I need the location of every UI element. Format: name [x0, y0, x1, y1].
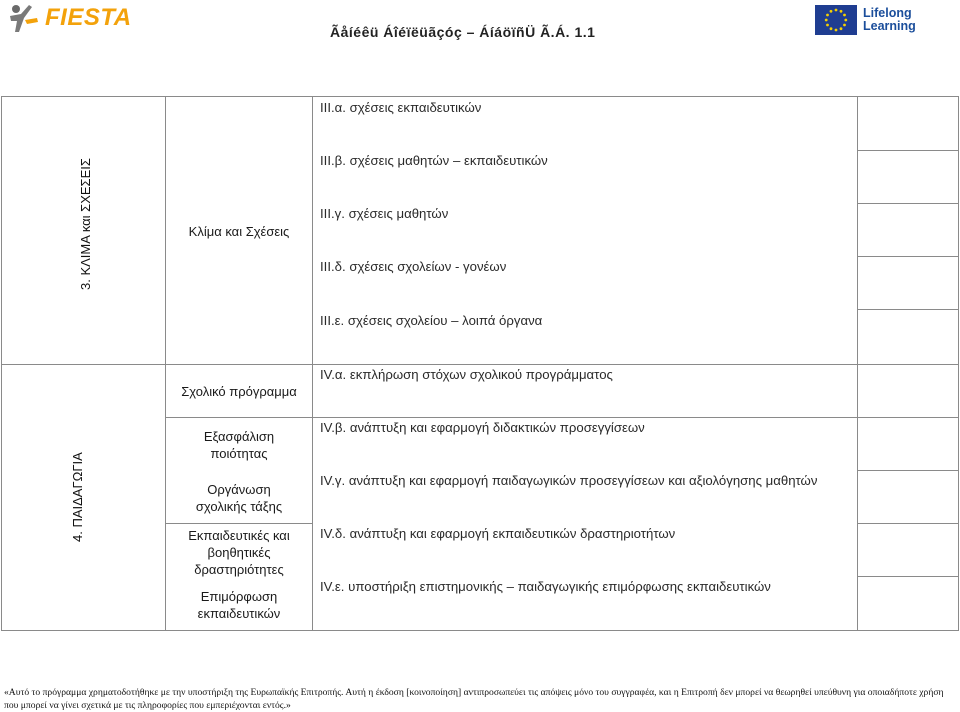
area-climate-relations: Κλίμα και Σχέσεις: [188, 224, 290, 239]
lll-line2: Learning: [863, 19, 916, 33]
indicator-3a: ΙΙΙ.α. σχέσεις εκπαιδευτικών: [320, 100, 482, 115]
indicator-4a: IV.α. εκπλήρωση στόχων σχολικού προγράμματος: [320, 367, 613, 382]
indicator-3b: ΙΙΙ.β. σχέσεις μαθητών – εκπαιδευτικών: [320, 153, 548, 168]
fiesta-logo: [7, 2, 147, 36]
disclaimer-line-1: «Αυτό το πρόγραμμα χρηματοδοτήθηκε με την υποστήριξη της Ευρωπαϊκής Επιτροπής. Αυτή η έκδοση [κοινοποίηση] αντιπροσωπεύει τις απόψεις μόνο του συγγραφέα, και η Επιτροπή δεν μπορεί να θεωρηθεί υπεύθυνη για οποιαδήποτε χρήση: [4, 687, 944, 698]
eu-flag-icon: [815, 5, 857, 35]
section-3-label: 3. ΚΛΙΜΑ και ΣΧΕΣΕΙΣ: [78, 158, 93, 290]
fiesta-logo-text: FIESTA: [45, 4, 132, 31]
indicator-3c: ΙΙΙ.γ. σχέσεις μαθητών: [320, 206, 449, 221]
fiesta-figure-icon: [7, 2, 43, 36]
section-4-label: 4. ΠΑΙΔΑΓΩΓΙΑ: [70, 452, 85, 542]
area-teacher-training: Επιμόρφωση εκπαιδευτικών: [197, 589, 281, 621]
area-school-program: Σχολικό πρόγραμμα: [181, 384, 297, 399]
indicator-4d: IV.δ. ανάπτυξη και εφαρμογή εκπαιδευτικών δραστηριοτήτων: [320, 526, 676, 541]
indicator-4c: IV.γ. ανάπτυξη και εφαρμογή παιδαγωγικών προσεγγίσεων και αξιολόγησης μαθητών: [320, 473, 818, 488]
area-quality-assurance: Εξασφάλιση ποιότητας: [203, 429, 275, 461]
lifelong-learning-text: [863, 7, 916, 33]
indicator-4e: IV.ε. υποστήριξη επιστημονικής – παιδαγωγικής επιμόρφωσης εκπαιδευτικών: [320, 579, 771, 594]
indicator-4b: IV.β. ανάπτυξη και εφαρμογή διδακτικών προσεγγίσεων: [320, 420, 645, 435]
indicator-3e: ΙΙΙ.ε. σχέσεις σχολείου – λοιπά όργανα: [320, 313, 543, 328]
disclaimer-line-2: που μπορεί να γίνει σχετικά με τις πληροφορίες που εμπεριέχονται εντός.»: [4, 700, 291, 711]
indicator-3d: ΙΙΙ.δ. σχέσεις σχολείων - γονέων: [320, 259, 507, 274]
area-class-organization: Οργάνωση σχολικής τάξης: [195, 482, 283, 514]
lifelong-learning-logo: [815, 3, 935, 37]
area-educational-activities: Εκπαιδευτικές και βοηθητικές δραστηριότητες: [188, 528, 290, 577]
funding-disclaimer: [4, 686, 956, 712]
lll-line1: Lifelong: [863, 6, 912, 20]
page-header-title: Ãåíéêü Áîéïëüãçóç – ÁíáöïñÜ Ã.Á. 1.1: [330, 24, 596, 40]
